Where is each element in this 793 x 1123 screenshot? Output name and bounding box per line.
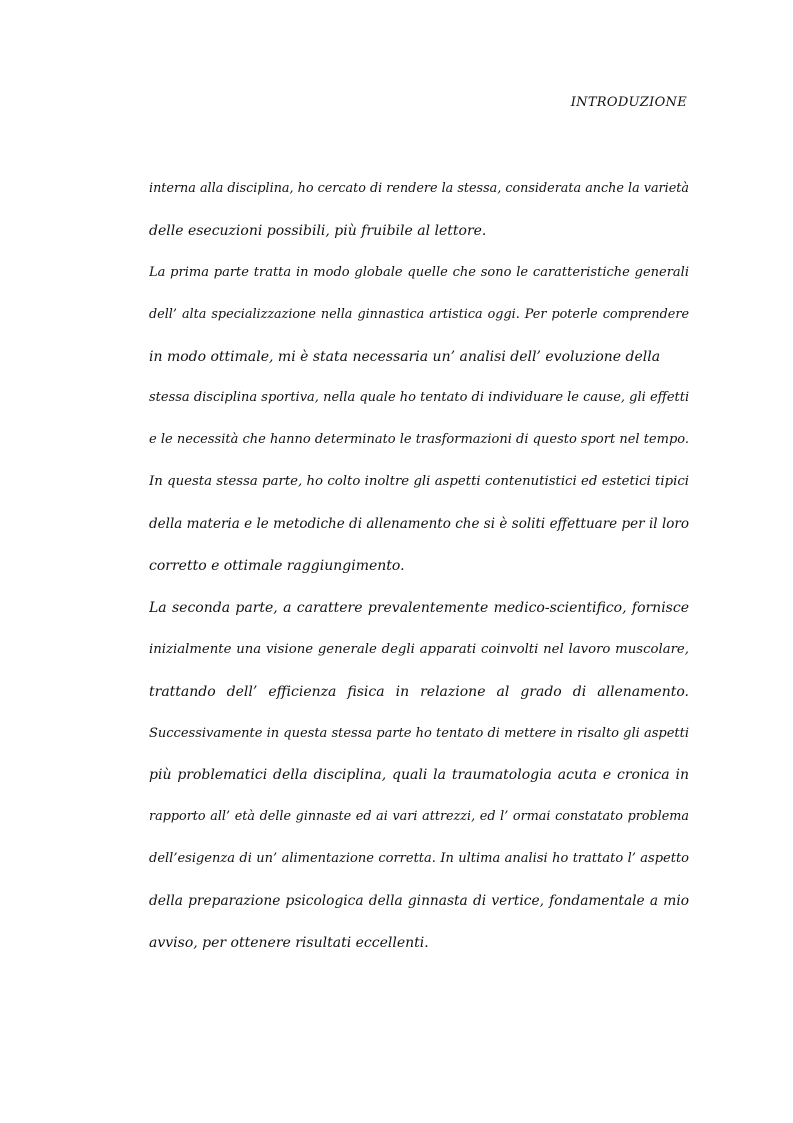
text-line: La prima parte tratta in modo globale quelle che sono le caratteristiche generali [149, 264, 689, 280]
text-line: interna alla disciplina, ho cercato di rendere la stessa, considerata anche la varietà [149, 181, 689, 196]
text-line: trattando dell’ efficienza fisica in relazione al grado di allenamento. [149, 683, 689, 700]
text-line: corretto e ottimale raggiungimento. [149, 558, 405, 575]
text-line: In questa stessa parte, ho colto inoltre gli aspetti contenutistici ed estetici tipici [149, 474, 689, 490]
text-line: inizialmente una visione generale degli apparati coinvolti nel lavoro muscolare, [149, 641, 689, 657]
text-line: e le necessità che hanno determinato le trasformazioni di questo sport nel tempo. [149, 432, 689, 448]
text-line: della materia e le metodiche di allenamento che si è soliti effettuare per il loro [149, 516, 689, 533]
text-line: rapporto all’ età delle ginnaste ed ai vari attrezzi, ed l’ ormai constatato problema [149, 809, 689, 825]
text-line: delle esecuzioni possibili, più fruibile al lettore. [149, 222, 487, 239]
text-line: La seconda parte, a carattere prevalentemente medico-scientifico, fornisce [149, 599, 689, 616]
text-line: in modo ottimale, mi è stata necessaria un’ analisi dell’ evoluzione della [149, 348, 661, 365]
text-line: più problematici della disciplina, quali la traumatologia acuta e cronica in [149, 767, 689, 784]
text-line: dell’esigenza di un’ alimentazione corretta. In ultima analisi ho trattato l’ aspetto [149, 851, 689, 867]
running-header: INTRODUZIONE [570, 95, 687, 110]
text-line: stessa disciplina sportiva, nella quale ho tentato di individuare le cause, gli effetti [149, 390, 689, 406]
text-line: della preparazione psicologica della ginnasta di vertice, fondamentale a mio [149, 893, 689, 910]
text-line: Successivamente in questa stessa parte ho tentato di mettere in risalto gli aspetti [149, 725, 689, 741]
text-line: avviso, per ottenere risultati eccellenti. [149, 935, 429, 952]
text-line: dell’ alta specializzazione nella ginnastica artistica oggi. Per poterle comprendere [149, 306, 689, 322]
body-text [149, 175, 689, 971]
